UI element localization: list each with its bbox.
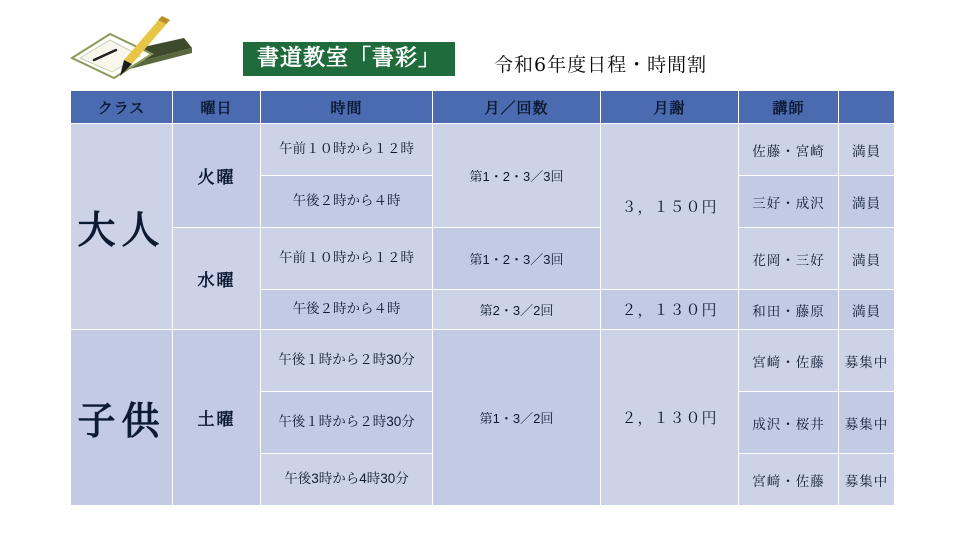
page-subtitle: 令和6年度日程・時間割: [494, 54, 708, 76]
page-title: 書道教室「書彩」: [243, 42, 455, 76]
cell-day-tuesday: 火曜: [173, 124, 261, 228]
cell-teacher: 花岡・三好: [739, 228, 839, 290]
status-badge: 満員: [839, 176, 895, 228]
table-header-row: [71, 91, 895, 124]
column-header-class: クラス: [71, 91, 173, 124]
cell-time: 午前１０時から１２時: [261, 228, 433, 290]
table-body: [71, 124, 895, 506]
status-badge: 満員: [839, 124, 895, 176]
status-badge: 募集中: [839, 392, 895, 454]
cell-class-child: 子供: [71, 330, 173, 506]
cell-teacher: 宮﨑・佐藤: [739, 330, 839, 392]
column-header-fee: 月謝: [601, 91, 739, 124]
table-row: [71, 330, 895, 392]
status-badge: 募集中: [839, 330, 895, 392]
cell-time: 午前１０時から１２時: [261, 124, 433, 176]
schedule-table: [70, 90, 895, 506]
column-header-status: [839, 91, 895, 124]
cell-teacher: 佐藤・宮崎: [739, 124, 839, 176]
cell-teacher: 三好・成沢: [739, 176, 839, 228]
header: [0, 0, 960, 90]
column-header-teacher: 講師: [739, 91, 839, 124]
cell-count: 第2・3／2回: [433, 290, 601, 330]
table-row: [71, 228, 895, 290]
table-row: [71, 124, 895, 176]
column-header-count: 月／回数: [433, 91, 601, 124]
cell-count: 第1・2・3／3回: [433, 124, 601, 228]
cell-count: 第1・3／2回: [433, 330, 601, 506]
cell-fee: ３，１５０円: [601, 124, 739, 290]
cell-time: 午後１時から２時30分: [261, 330, 433, 392]
cell-teacher: 成沢・桜井: [739, 392, 839, 454]
column-header-day: 曜日: [173, 91, 261, 124]
cell-time: 午後２時から４時: [261, 290, 433, 330]
cell-day-wednesday: 水曜: [173, 228, 261, 330]
status-badge: 募集中: [839, 454, 895, 506]
status-badge: 満員: [839, 228, 895, 290]
cell-time: 午後3時から4時30分: [261, 454, 433, 506]
cell-fee: ２，１３０円: [601, 330, 739, 506]
cell-fee: ２，１３０円: [601, 290, 739, 330]
status-badge: 満員: [839, 290, 895, 330]
schedule-table-wrapper: [70, 90, 894, 506]
cell-teacher: 和田・藤原: [739, 290, 839, 330]
cell-class-adult: 大人: [71, 124, 173, 330]
column-header-time: 時間: [261, 91, 433, 124]
cell-time: 午後２時から４時: [261, 176, 433, 228]
cell-time: 午後１時から２時30分: [261, 392, 433, 454]
cell-day-saturday: 土曜: [173, 330, 261, 506]
cell-count: 第1・2・3／3回: [433, 228, 601, 290]
calligraphy-logo: [66, 14, 196, 80]
table-header: [71, 91, 895, 124]
cell-teacher: 宮﨑・佐藤: [739, 454, 839, 506]
